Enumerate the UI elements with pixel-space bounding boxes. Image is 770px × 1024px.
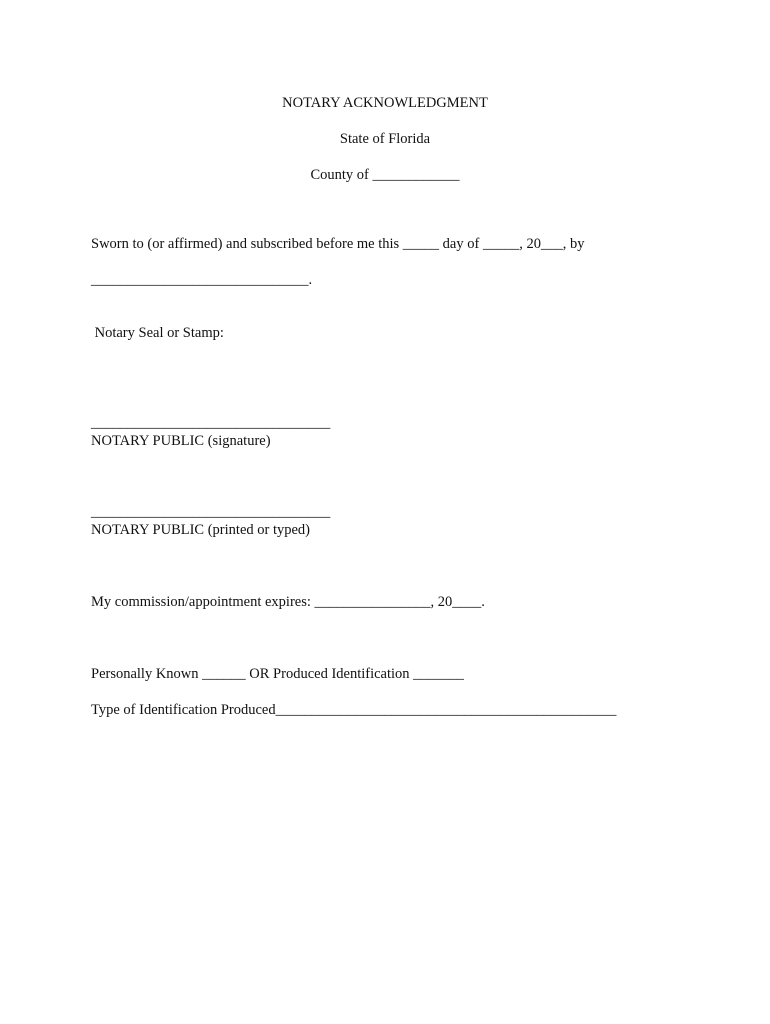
commission-expiry-line: My commission/appointment expires: ________________, 20____. bbox=[91, 594, 485, 610]
document-title: NOTARY ACKNOWLEDGMENT bbox=[282, 95, 488, 111]
sworn-statement-line-2: ______________________________. bbox=[91, 272, 313, 288]
signature-rule: _________________________________ bbox=[91, 415, 331, 431]
signature-label: NOTARY PUBLIC (signature) bbox=[91, 433, 271, 449]
identification-line: Personally Known ______ OR Produced Identification _______ bbox=[91, 666, 464, 682]
printed-name-label: NOTARY PUBLIC (printed or typed) bbox=[91, 522, 311, 538]
identification-type-line: Type of Identification Produced_______________________________________________ bbox=[91, 702, 617, 718]
sworn-statement-line-1: Sworn to (or affirmed) and subscribed before me this _____ day of _____, 20___, by bbox=[91, 236, 585, 252]
state-line: State of Florida bbox=[339, 131, 431, 147]
printed-name-rule: _________________________________ bbox=[91, 504, 331, 520]
county-line: County of ____________ bbox=[310, 167, 460, 183]
notary-seal-label: Notary Seal or Stamp: bbox=[91, 325, 224, 341]
